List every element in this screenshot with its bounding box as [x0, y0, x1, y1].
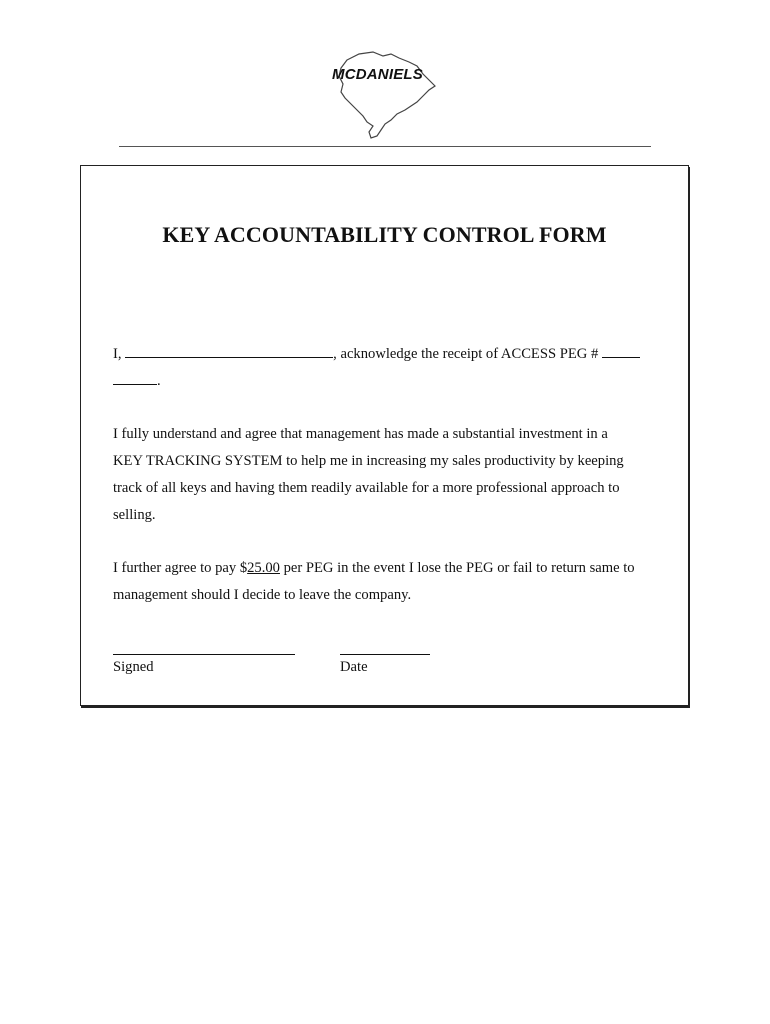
peg-number-blank[interactable]: [602, 344, 640, 358]
acknowledgment-line-2: [113, 368, 161, 395]
payment-line-2: management should I decide to leave the company.: [113, 587, 412, 603]
paragraph-line: track of all keys and having them readily available for a more professional approach to: [113, 480, 620, 496]
paragraph-line: I fully understand and agree that management has made a substantial investment in a: [113, 426, 608, 442]
paragraph-line: selling.: [113, 507, 156, 523]
payment-line-1: [113, 555, 635, 582]
date-label: Date: [340, 659, 368, 675]
date-line[interactable]: [340, 654, 430, 655]
ack-end: .: [157, 373, 161, 389]
state-outline-icon: [325, 46, 450, 146]
header-divider: [119, 146, 651, 147]
payment-amount: 25.00: [247, 560, 280, 576]
agreement-paragraph: [113, 421, 624, 529]
ack-prefix: I,: [113, 346, 122, 362]
name-blank[interactable]: [125, 344, 333, 358]
signature-line[interactable]: [113, 654, 295, 655]
peg-number-blank-continued[interactable]: [113, 371, 157, 385]
payment-text-after: per PEG in the event I lose the PEG or fail to return same to: [279, 560, 635, 576]
payment-paragraph: [113, 555, 635, 609]
company-logo: [325, 46, 450, 146]
form-container: [80, 165, 689, 706]
acknowledgment-line: [113, 341, 640, 368]
signed-label: Signed: [113, 659, 154, 675]
payment-text-before: I further agree to pay $: [113, 560, 248, 576]
paragraph-line: KEY TRACKING SYSTEM to help me in increasing my sales productivity by keeping: [113, 453, 624, 469]
form-title: KEY ACCOUNTABILITY CONTROL FORM: [162, 222, 607, 247]
ack-middle: , acknowledge the receipt of ACCESS PEG #: [333, 346, 599, 362]
logo-wordmark: MCDANIELS: [332, 66, 423, 83]
